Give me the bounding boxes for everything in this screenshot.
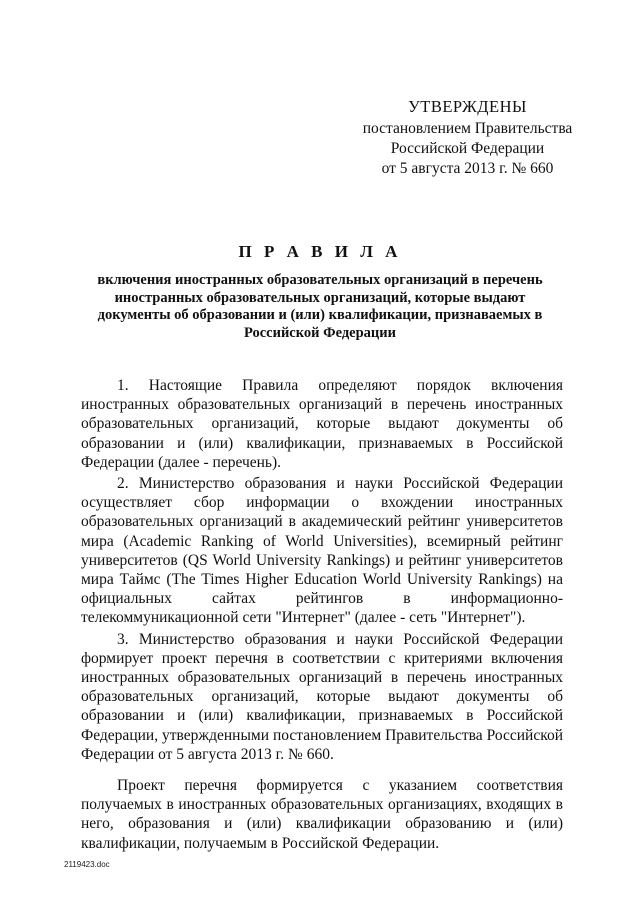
paragraph-3: 3. Министерство образования и науки Российской Федерации формирует проект перечня в соответствии с критериями включения иностранных образовательных организаций в перечень иностранных образовательных организаций, которые выдают документы об образовании и (или) квалификации, признаваемых в Российской Федерации, утвержденными постановлением Правительства Российской Федерации от 5 августа 2013 г. № 660. [81, 630, 563, 763]
document-body [81, 376, 563, 855]
paragraph-1: 1. Настоящие Правила определяют порядок включения иностранных образовательных организаций в перечень иностранных образовательных организаций, которые выдают документы об образовании и (или) квалификации, признаваемых в Российской Федерации (далее - перечень). [81, 377, 563, 471]
approval-title: УТВЕРЖДЕНЫ [408, 97, 527, 116]
document-subtitle: включения иностранных образовательных организаций в перечень иностранных образовательных организаций, которые выдают документы об образовании и (или) квалификации, признаваемых в Российской Федерации [97, 272, 543, 341]
document-title: П Р А В И Л А [238, 242, 402, 261]
file-name-footer: 2119423.doc [64, 860, 110, 869]
approval-line-1: постановлением Правительства [362, 120, 573, 137]
paragraph-2: 2. Министерство образования и науки Российской Федерации осуществляет сбор информации о вхождении иностранных образовательных организаций в академический рейтинг университетов мира (Academic Ranking of World Universities), всемирный рейтинг университетов (QS World University Rankings) и рейтинг университетов мира Таймс (The Times Higher Education World University Rankings) на официальных сайтах рейтингов в информационно-телекоммуникационной сети "Интернет" (далее - сеть "Интернет"). [81, 475, 563, 627]
approval-stamp [350, 97, 585, 179]
approval-line-2: Российской Федерации [390, 140, 545, 157]
paragraph-4: Проект перечня формируется с указанием соответствия получаемых в иностранных образовательных организациях, входящих в него, образования и (или) квалификации образованию и (или) квалификации, получаемым в Российской Федерации. [81, 777, 563, 852]
approval-line-3: от 5 августа 2013 г. № 660 [381, 160, 554, 177]
